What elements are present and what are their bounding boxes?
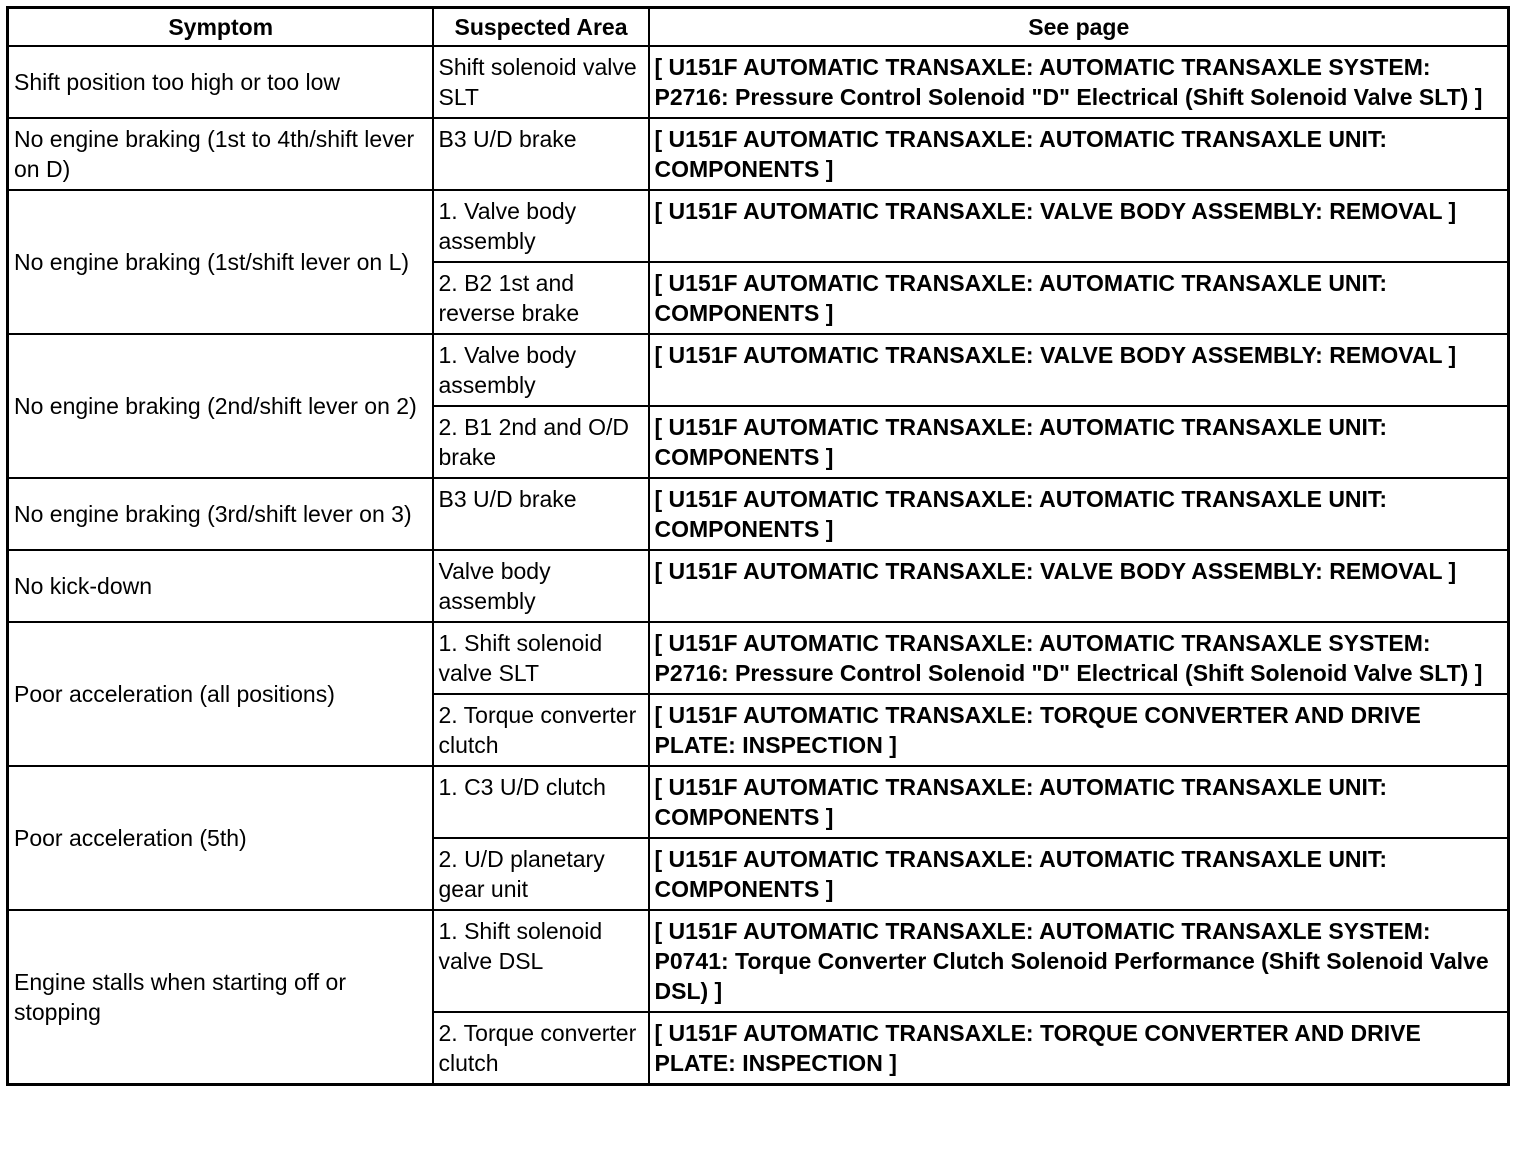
suspected-area-cell: Valve body assembly <box>433 550 649 622</box>
header-symptom: Symptom <box>8 8 433 47</box>
suspected-area-cell: 1. Shift solenoid valve SLT <box>433 622 649 694</box>
see-page-link[interactable]: [ U151F AUTOMATIC TRANSAXLE: AUTOMATIC TRANSAXLE SYSTEM: P0741: Torque Converter Clutch Solenoid Performance (Shift Solenoid Valve DSL) ] <box>649 910 1509 1012</box>
suspected-area-cell: 1. C3 U/D clutch <box>433 766 649 838</box>
see-page-link[interactable]: [ U151F AUTOMATIC TRANSAXLE: AUTOMATIC TRANSAXLE UNIT: COMPONENTS ] <box>649 406 1509 478</box>
table-row <box>8 190 1509 262</box>
symptom-cell: No engine braking (3rd/shift lever on 3) <box>8 478 433 550</box>
symptom-cell: No engine braking (2nd/shift lever on 2) <box>8 334 433 478</box>
symptom-cell: Poor acceleration (all positions) <box>8 622 433 766</box>
table-row <box>8 550 1509 622</box>
suspected-area-cell: 2. B2 1st and reverse brake <box>433 262 649 334</box>
suspected-area-cell: 1. Shift solenoid valve DSL <box>433 910 649 1012</box>
see-page-link[interactable]: [ U151F AUTOMATIC TRANSAXLE: VALVE BODY ASSEMBLY: REMOVAL ] <box>649 190 1509 262</box>
table-row <box>8 622 1509 694</box>
symptom-cell: No kick-down <box>8 550 433 622</box>
see-page-link[interactable]: [ U151F AUTOMATIC TRANSAXLE: AUTOMATIC TRANSAXLE UNIT: COMPONENTS ] <box>649 838 1509 910</box>
suspected-area-cell: B3 U/D brake <box>433 118 649 190</box>
see-page-link[interactable]: [ U151F AUTOMATIC TRANSAXLE: VALVE BODY ASSEMBLY: REMOVAL ] <box>649 550 1509 622</box>
table-row <box>8 910 1509 1012</box>
symptom-cell: No engine braking (1st/shift lever on L) <box>8 190 433 334</box>
see-page-link[interactable]: [ U151F AUTOMATIC TRANSAXLE: AUTOMATIC TRANSAXLE UNIT: COMPONENTS ] <box>649 118 1509 190</box>
symptom-cell: Engine stalls when starting off or stopping <box>8 910 433 1085</box>
table-row <box>8 334 1509 406</box>
see-page-link[interactable]: [ U151F AUTOMATIC TRANSAXLE: VALVE BODY ASSEMBLY: REMOVAL ] <box>649 334 1509 406</box>
suspected-area-cell: Shift solenoid valve SLT <box>433 46 649 118</box>
see-page-link[interactable]: [ U151F AUTOMATIC TRANSAXLE: AUTOMATIC TRANSAXLE SYSTEM: P2716: Pressure Control Solenoid "D" Electrical (Shift Solenoid Valve SLT) ] <box>649 46 1509 118</box>
see-page-link[interactable]: [ U151F AUTOMATIC TRANSAXLE: TORQUE CONVERTER AND DRIVE PLATE: INSPECTION ] <box>649 694 1509 766</box>
suspected-area-cell: B3 U/D brake <box>433 478 649 550</box>
symptom-table <box>6 6 1510 1086</box>
see-page-link[interactable]: [ U151F AUTOMATIC TRANSAXLE: AUTOMATIC TRANSAXLE UNIT: COMPONENTS ] <box>649 478 1509 550</box>
suspected-area-cell: 1. Valve body assembly <box>433 334 649 406</box>
suspected-area-cell: 2. Torque converter clutch <box>433 694 649 766</box>
see-page-link[interactable]: [ U151F AUTOMATIC TRANSAXLE: AUTOMATIC TRANSAXLE SYSTEM: P2716: Pressure Control Solenoid "D" Electrical (Shift Solenoid Valve SLT) ] <box>649 622 1509 694</box>
table-row <box>8 766 1509 838</box>
symptom-cell: No engine braking (1st to 4th/shift lever on D) <box>8 118 433 190</box>
suspected-area-cell: 2. U/D planetary gear unit <box>433 838 649 910</box>
table-row <box>8 46 1509 118</box>
see-page-link[interactable]: [ U151F AUTOMATIC TRANSAXLE: AUTOMATIC TRANSAXLE UNIT: COMPONENTS ] <box>649 262 1509 334</box>
suspected-area-cell: 2. B1 2nd and O/D brake <box>433 406 649 478</box>
see-page-link[interactable]: [ U151F AUTOMATIC TRANSAXLE: TORQUE CONVERTER AND DRIVE PLATE: INSPECTION ] <box>649 1012 1509 1085</box>
header-see-page: See page <box>649 8 1509 47</box>
symptom-cell: Shift position too high or too low <box>8 46 433 118</box>
header-row <box>8 8 1509 47</box>
suspected-area-cell: 1. Valve body assembly <box>433 190 649 262</box>
symptom-cell: Poor acceleration (5th) <box>8 766 433 910</box>
header-suspected-area: Suspected Area <box>433 8 649 47</box>
table-row <box>8 118 1509 190</box>
table-row <box>8 478 1509 550</box>
see-page-link[interactable]: [ U151F AUTOMATIC TRANSAXLE: AUTOMATIC TRANSAXLE UNIT: COMPONENTS ] <box>649 766 1509 838</box>
suspected-area-cell: 2. Torque converter clutch <box>433 1012 649 1085</box>
